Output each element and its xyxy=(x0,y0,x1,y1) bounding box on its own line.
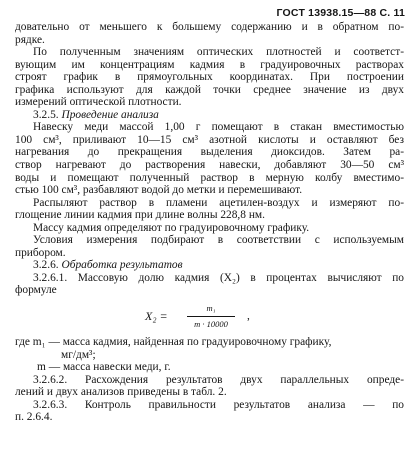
text-line: Условия измерения подбирают в соответствии с используемым xyxy=(33,234,404,247)
page-header: ГОСТ 13938.15—88 С. 11 xyxy=(276,7,405,19)
section-heading-3-2-6 xyxy=(15,259,404,272)
text-line: стью 100 см³, разбавляют водой до метки и перемешивают. xyxy=(15,184,303,197)
section-number: 3.2.5. xyxy=(33,108,59,121)
formula-comma: , xyxy=(247,310,250,323)
text-line: Навеску меди массой 1,00 г помещают в стакан вместимостью xyxy=(33,121,404,134)
text-line: 3.2.6.2. Расхождения результатов двух параллельных опреде- xyxy=(33,373,404,386)
definition-line: где m₁ — масса кадмия, найденная по градуировочному графику, xyxy=(15,336,332,349)
definition-line: m — масса навески меди, г. xyxy=(37,361,171,374)
text-line: По полученным значениям оптических плотностей и соответст- xyxy=(33,46,404,59)
text-line: нагревания до прекращения выделения диоксидов. Затем ра- xyxy=(15,146,404,159)
text-line: 3.2.6.3. Контроль правильности результатов анализа — по xyxy=(33,398,404,411)
text-line: створ нагревают до растворения навески, добавляют 30—50 см³ xyxy=(15,159,404,172)
formula-denominator: m · 10000 xyxy=(194,318,228,329)
text-line: 3.2.6.1. Массовую долю кадмия (X₂) в процентах вычисляют по xyxy=(33,271,404,284)
document-body xyxy=(15,21,404,424)
text-line: п. 2.6.4. xyxy=(15,411,53,424)
formula-numerator: m₁ xyxy=(187,302,235,317)
text-line: глощение линии кадмия при длине волны 228,8 нм. xyxy=(15,209,265,222)
section-title: Проведение анализа xyxy=(61,108,159,121)
section-heading-3-2-5 xyxy=(15,109,404,122)
text-line: прибором. xyxy=(15,246,66,259)
section-number: 3.2.6. xyxy=(33,259,59,272)
section-title: Обработка результатов xyxy=(61,259,183,272)
text-line: Массу кадмия определяют по градуировочному графику. xyxy=(33,221,310,234)
text-line: воды и помещают полученный раствор в мерную колбу вместимо- xyxy=(15,171,404,184)
definition-line: мг/дм³; xyxy=(61,348,96,361)
text-line: графика используют для каждой точки среднее значение из двух xyxy=(15,83,404,96)
formula-lhs: X₂ = xyxy=(145,309,168,324)
text-line: формуле xyxy=(15,284,57,297)
text-line: строят график в прямоугольных координатах. При построении xyxy=(15,71,404,84)
text-line: Распыляют раствор в пламени ацетилен-воздух и измеряют по- xyxy=(33,196,404,209)
text-line: вующим им концентрациям кадмия в градуировочных растворах xyxy=(15,58,404,71)
text-line: 100 см³, приливают 10—15 см³ азотной кислоты и оставляют без xyxy=(15,133,404,146)
text-line: измерений оптической плотности. xyxy=(15,96,182,109)
formula xyxy=(15,300,404,332)
text-line: рядке. xyxy=(15,33,45,46)
text-line: доватeльно от меньшего к большему содержанию и в обратном по- xyxy=(15,21,404,33)
text-line: лений и двух анализов приведены в табл. 2. xyxy=(15,386,227,399)
formula-fraction xyxy=(187,302,235,330)
